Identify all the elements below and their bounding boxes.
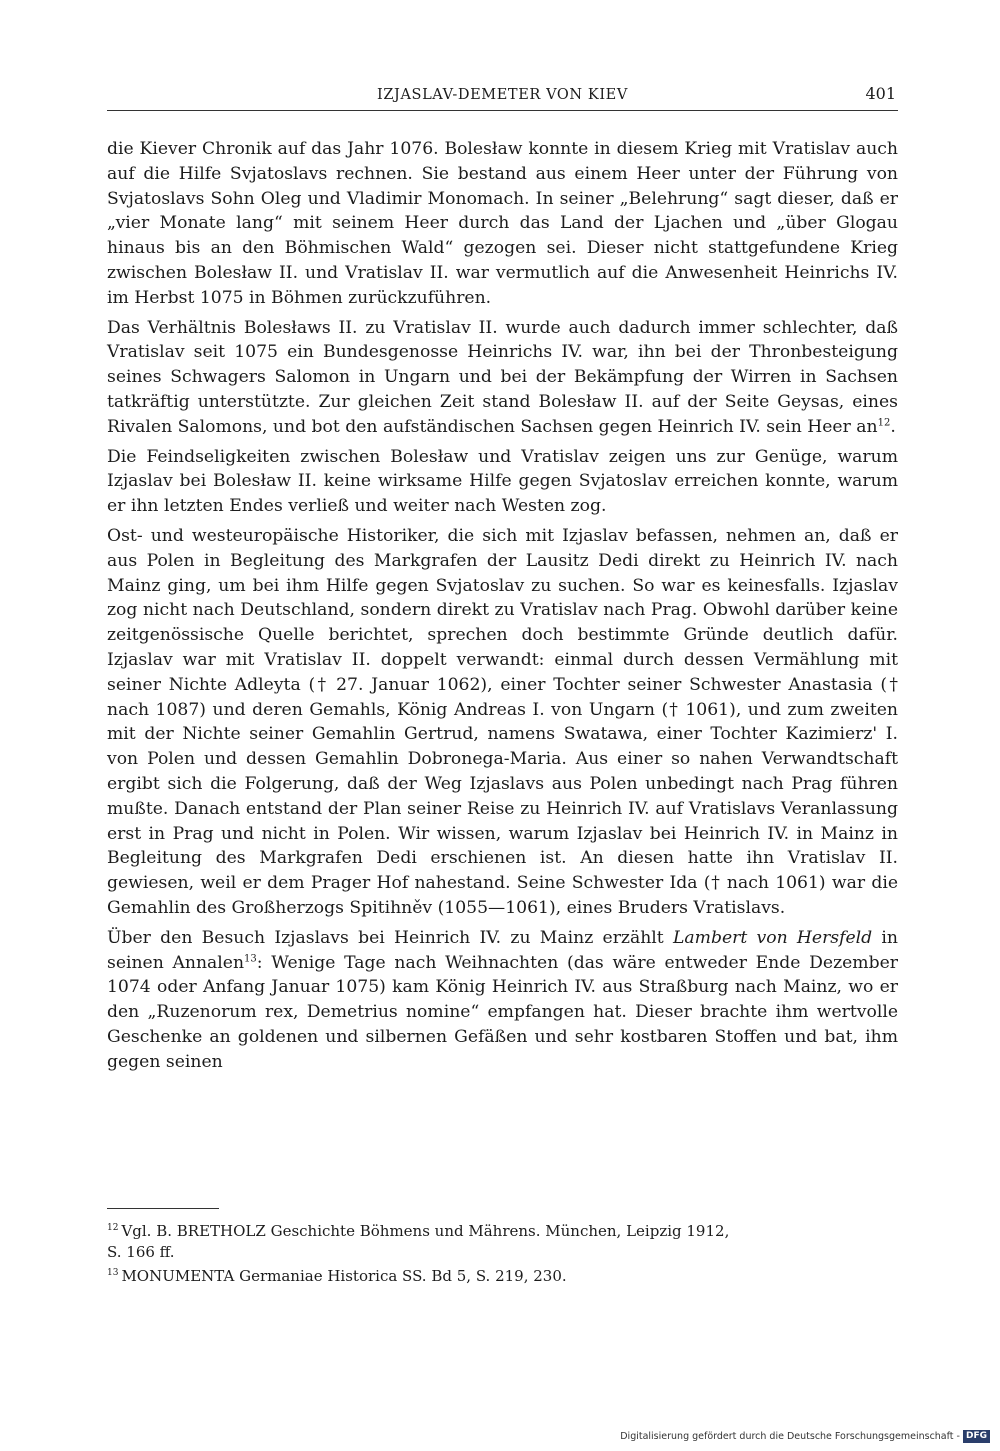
author-name-italic: Lambert von Hersfeld	[672, 927, 873, 948]
paragraph-text: Ost- und westeuropäische Historiker, die sich mit Izjaslav befassen, nehmen an, daß er aus Polen in Begleitung des Markgrafen der Lausitz Dedi direkt zu Heinrich IV. nach Mainz ging, um bei ihm Hilfe gegen Svjatoslav zu suchen. So war es keinesfalls. Izjaslav zog nicht nach Deutschland, sondern direkt zu Vratislav nach Prag. Obwohl darüber keine zeitgenössische Quelle berichtet, sprechen doch bestimmte Gründe deutlich dafür. Izjaslav war mit Vratislav II. doppelt verwandt: einmal durch dessen Vermählung mit seiner Nichte Adleyta († 27. Januar 1062), einer Tochter seiner Schwester Anastasia († nach 1087) und deren Gemahls, König Andreas I. von Ungarn († 1061), und zum zweiten mit der Nichte seiner Gemahlin Gertrud, namens Swatawa, einer Tochter Kazimierz' I. von Polen und dessen Gemahlin Dobronega-Maria. Aus einer so nahen Verwandtschaft ergibt sich die Folgerung, daß der Weg Izjaslavs aus Polen unbedingt nach Prag führen mußte. Danach entstand der Plan seiner Reise zu Heinrich IV. auf Vratislavs Veranlassung erst in Prag und nicht in Polen. Wir wissen, warum Izjaslav bei Heinrich IV. in Mainz in Begleitung des Markgrafen Dedi erschienen ist. An diesen hatte ihn Vratislav II. gewiesen, weil er dem Prager Hof nahestand. Seine Schwester Ida († nach 1061) war die Gemahlin des Großherzogs Spitihněv (1055—1061), eines Bruders Vratislavs.	[107, 525, 898, 918]
paragraph-text: Die Feindseligkeiten zwischen Bolesław und Vratislav zeigen uns zur Genüge, warum Izjaslav bei Bolesław II. keine wirksame Hilfe gegen Svjatoslav erreichen konnte, warum er ihn letzten Endes verließ und weiter nach Westen zog.	[107, 446, 898, 517]
paragraph-text: : Wenige Tage nach Weihnachten (das wäre entweder Ende Dezember 1074 oder Anfang Januar 1075) kam König Heinrich IV. aus Straßburg nach Mainz, wo er den „Ruzenorum rex, Demetrius nomine“ empfangen hat. Dieser brachte ihm wertvolle Geschenke an goldenen und silbernen Gefäßen und sehr kostbaren Stoffen und bat, ihm gegen seinen	[107, 952, 898, 1072]
running-header	[107, 78, 898, 111]
paragraph	[107, 316, 898, 440]
footnote-text: Vgl. B. BRETHOLZ Geschichte Böhmens und Mährens. München, Leipzig 1912,	[121, 1222, 730, 1240]
footnote-line	[107, 1218, 898, 1242]
digitization-credit	[620, 1430, 990, 1443]
page-number: 401	[865, 84, 896, 103]
footnote-line	[107, 1263, 898, 1287]
footnote-line: S. 166 ff.	[107, 1242, 175, 1261]
paragraph-text: Das Verhältnis Bolesławs II. zu Vratislav II. wurde auch dadurch immer schlechter, daß Vratislav seit 1075 ein Bundesgenosse Heinrichs IV. war, ihn bei der Thronbesteigung seines Schwagers Salomon in Ungarn und bei der Bekämpfung der Wirren in Sachsen tatkräftig unterstützte. Zur gleichen Zeit stand Bolesław II. auf der Seite Geysas, eines Rivalen Salomons, und bot den aufständischen Sachsen gegen Heinrich IV. sein Heer an	[107, 317, 898, 437]
footnote	[107, 1218, 898, 1262]
footnote-ref[interactable]: 12	[877, 417, 891, 429]
paragraph-text: Über den Besuch Izjaslavs bei Heinrich IV. zu Mainz erzählt	[107, 927, 673, 948]
credit-text: Digitalisierung gefördert durch die Deutsche Forschungsgemeinschaft -	[620, 1431, 960, 1442]
footnote	[107, 1263, 898, 1287]
footnote-text: MONUMENTA Germaniae Historica SS. Bd 5, S. 219, 230.	[121, 1267, 567, 1285]
footnote-ref[interactable]: 13	[244, 952, 257, 964]
paragraph	[107, 445, 898, 519]
dfg-logo: DFG	[963, 1430, 990, 1443]
footnote-number: 12	[107, 1223, 119, 1233]
paragraph-text: .	[890, 416, 896, 437]
paragraph-text: die Kiever Chronik auf das Jahr 1076. Bolesław konnte in diesem Krieg mit Vratislav auch auf die Hilfe Svjatoslavs rechnen. Sie bestand aus einem Heer unter der Führung von Svjatoslavs Sohn Oleg und Vladimir Monomach. In seiner „Belehrung“ sagt dieser, daß er „vier Monate lang“ mit seinem Heer durch das Land der Ljachen und „über Glogau hinaus bis an den Böhmischen Wald“ gezogen sei. Dieser nicht stattgefundene Krieg zwischen Bolesław II. und Vratislav II. war vermutlich auf die Anwesenheit Heinrichs IV. im Herbst 1075 in Böhmen zurückzuführen.	[107, 139, 898, 308]
main-text	[107, 137, 898, 1079]
paragraph-text: in seinen Annalen	[107, 927, 898, 973]
footnote-divider	[107, 1208, 219, 1209]
paragraph	[107, 524, 898, 921]
paragraph	[107, 137, 898, 311]
footnotes	[107, 1218, 898, 1288]
footnote-number: 13	[107, 1268, 119, 1278]
paragraph	[107, 926, 898, 1075]
running-title: IZJASLAV-DEMETER VON KIEV	[377, 87, 628, 103]
